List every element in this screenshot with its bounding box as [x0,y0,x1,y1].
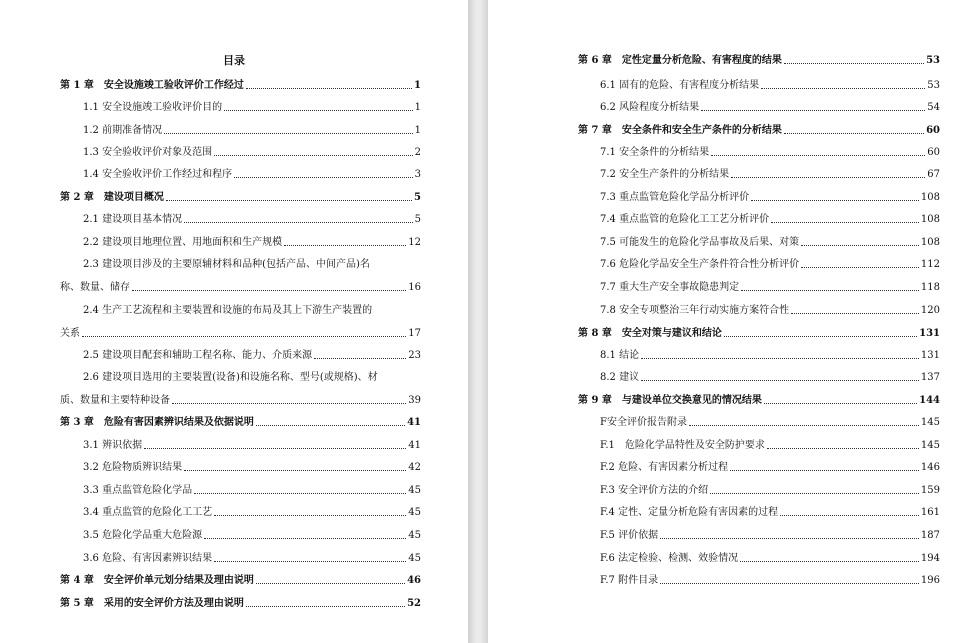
toc-section-entry[interactable] [83,258,421,271]
toc-page-number: 42 [408,462,421,473]
toc-leader-dots [689,425,919,426]
toc-page-number: 16 [408,282,421,293]
toc-entry-text: 7.8 安全专项整治三年行动实施方案符合性 [600,305,790,316]
toc-entry-text: 6.1 固有的危险、有害程度分析结果 [600,80,760,91]
toc-section-entry[interactable] [83,101,421,114]
toc-section-entry[interactable] [83,168,421,181]
toc-leader-dots [194,493,406,494]
toc-section-entry[interactable] [600,191,940,204]
toc-chapter-entry[interactable] [578,124,940,137]
toc-leader-dots [780,515,919,516]
toc-entry-text: 1.4 安全验收评价工作经过和程序 [83,169,233,180]
toc-leader-dots [801,267,919,268]
toc-entry-text: 7.1 安全条件的分析结果 [600,147,710,158]
toc-entry-text: F安全评价报告附录 [600,417,687,428]
toc-page-number: 118 [920,282,940,293]
toc-section-entry[interactable] [600,258,940,271]
toc-leader-dots [764,403,917,404]
toc-page-number: 108 [920,237,940,248]
toc-page-number: 23 [408,350,421,361]
toc-leader-dots [740,561,919,562]
toc-page-number: 67 [927,169,940,180]
toc-page-number: 5 [414,192,421,203]
toc-leader-dots [660,538,919,539]
toc-page-number: 45 [408,530,421,541]
toc-leader-dots [246,606,405,607]
toc-section-entry[interactable] [600,236,940,249]
toc-section-entry[interactable] [83,236,421,249]
toc-leader-dots [801,245,919,246]
toc-page-number: 131 [920,350,940,361]
toc-entry-text: 1.2 前期准备情况 [83,125,163,136]
toc-entry-text: 第 9 章 与建设单位交换意见的情况结果 [578,395,762,406]
toc-section-entry[interactable] [83,529,421,542]
toc-section-entry[interactable] [83,484,421,497]
toc-section-entry[interactable] [600,146,940,159]
toc-section-entry[interactable] [600,304,940,317]
toc-entry-text: 7.5 可能发生的危险化学品事故及后果、对策 [600,237,800,248]
toc-page-number: 45 [408,485,421,496]
toc-section-entry[interactable] [600,371,940,384]
toc-title: 目录 [223,54,245,67]
toc-leader-dots [731,177,925,178]
toc-entry-text: F.7 附件目录 [600,575,659,586]
toc-leader-dots [767,448,919,449]
toc-section-entry[interactable] [83,552,421,565]
toc-leader-dots [771,222,919,223]
toc-entry-text: 8.1 结论 [600,350,640,361]
toc-page-number: 45 [408,553,421,564]
toc-page-number: 41 [407,417,421,428]
toc-page-number: 131 [919,328,940,339]
toc-page-number: 159 [920,485,940,496]
toc-section-entry[interactable] [600,213,940,226]
toc-leader-dots [784,63,924,64]
toc-chapter-entry[interactable] [578,327,940,340]
toc-section-entry[interactable] [600,101,940,114]
toc-section-entry[interactable] [600,574,940,587]
left-page [0,0,468,643]
toc-leader-dots [284,245,406,246]
toc-leader-dots [641,380,919,381]
toc-entry-text: 第 6 章 定性定量分析危险、有害程度的结果 [578,55,782,66]
toc-section-entry[interactable] [83,146,421,159]
toc-page-number: 41 [408,440,421,451]
toc-leader-dots [711,155,925,156]
toc-section-entry[interactable] [600,79,940,92]
toc-page-number: 53 [926,55,940,66]
toc-entry-text: 7.2 安全生产条件的分析结果 [600,169,730,180]
toc-page-number: 12 [408,237,421,248]
toc-chapter-entry[interactable] [60,416,421,429]
toc-leader-dots [204,538,406,539]
toc-leader-dots [791,313,919,314]
toc-page-number: 45 [408,507,421,518]
toc-entry-text: 3.6 危险、有害因素辨识结果 [83,553,213,564]
toc-entry-text: 第 7 章 安全条件和安全生产条件的分析结果 [578,125,782,136]
toc-page-number: 39 [408,395,421,406]
toc-entry-text: 2.5 建设项目配套和辅助工程名称、能力、介质来源 [83,350,313,361]
toc-leader-dots [741,290,919,291]
toc-page-number: 112 [920,259,940,270]
toc-page-number: 5 [414,214,421,225]
toc-entry-text: 第 1 章 安全设施竣工验收评价工作经过 [60,80,244,91]
toc-section-entry[interactable] [600,529,940,542]
toc-page-number: 144 [919,395,940,406]
toc-entry-text: 1.3 安全验收评价对象及范围 [83,147,213,158]
toc-entry-text: F.4 定性、定量分析危险有害因素的过程 [600,507,779,518]
toc-leader-dots [172,403,406,404]
toc-chapter-entry[interactable] [60,597,421,610]
toc-section-entry[interactable] [83,461,421,474]
toc-page-number: 108 [920,214,940,225]
toc-leader-dots [701,110,925,111]
toc-entry-text: 7.6 危险化学品安全生产条件符合性分析评价 [600,259,800,270]
toc-entry-text: 7.4 重点监管的危险化工工艺分析评价 [600,214,770,225]
toc-entry-text: 第 2 章 建设项目概况 [60,192,164,203]
toc-entry-text: 2.3 建设项目涉及的主要原辅材料和品种(包括产品、中间产品)名 [83,259,370,270]
toc-entry-text: 关系 [60,328,80,339]
toc-leader-dots [234,177,413,178]
toc-page-number: 194 [920,553,940,564]
toc-leader-dots [751,200,919,201]
toc-section-entry[interactable] [600,461,940,474]
toc-leader-dots [761,88,925,89]
toc-leader-dots [784,133,924,134]
toc-entry-text: 2.4 生产工艺流程和主要装置和设施的布局及其上下游生产装置的 [83,305,373,316]
toc-leader-dots [724,336,917,337]
toc-section-entry[interactable] [600,484,940,497]
toc-entry-continuation[interactable] [60,327,421,340]
toc-leader-dots [132,290,406,291]
toc-leader-dots [82,336,406,337]
toc-entry-text: 称、数量、储存 [60,282,130,293]
toc-page-number: 53 [927,80,940,91]
toc-section-entry[interactable] [600,416,940,429]
toc-section-entry[interactable] [83,506,421,519]
toc-leader-dots [314,358,406,359]
toc-page-number: 1 [414,125,421,136]
toc-page-number: 60 [927,147,940,158]
toc-section-entry[interactable] [83,213,421,226]
toc-section-entry[interactable] [83,304,421,317]
toc-leader-dots [730,470,919,471]
toc-page-number: 2 [414,147,421,158]
toc-page-number: 196 [920,575,940,586]
toc-entry-text: 3.4 重点监管的危险化工工艺 [83,507,213,518]
toc-section-entry[interactable] [83,371,421,384]
toc-entry-continuation[interactable] [60,394,421,407]
toc-entry-text: 质、数量和主要特种设备 [60,395,170,406]
toc-leader-dots [660,583,919,584]
toc-leader-dots [214,561,406,562]
toc-page-number: 137 [920,372,940,383]
toc-entry-text: 第 4 章 安全评价单元划分结果及理由说明 [60,575,254,586]
toc-page-number: 187 [920,530,940,541]
toc-entry-text: F.2 危险、有害因素分析过程 [600,462,729,473]
toc-leader-dots [256,425,405,426]
toc-page-number: 145 [920,440,940,451]
toc-entry-text: 8.2 建议 [600,372,640,383]
toc-entry-text: 6.2 风险程度分析结果 [600,102,700,113]
toc-entry-text: 2.1 建设项目基本情况 [83,214,183,225]
toc-leader-dots [214,155,413,156]
toc-leader-dots [164,133,413,134]
toc-page-number: 1 [414,80,421,91]
toc-chapter-entry[interactable] [578,394,940,407]
toc-chapter-entry[interactable] [578,54,940,67]
toc-section-entry[interactable] [83,349,421,362]
toc-page-number: 108 [920,192,940,203]
toc-page-number: 161 [920,507,940,518]
toc-entry-text: F.5 评价依据 [600,530,659,541]
toc-page-number: 17 [408,328,421,339]
toc-entry-text: F.3 安全评价方法的介绍 [600,485,709,496]
toc-section-entry[interactable] [600,349,940,362]
toc-chapter-entry[interactable] [60,574,421,587]
toc-entry-text: 第 5 章 采用的安全评价方法及理由说明 [60,598,244,609]
toc-page-number: 145 [920,417,940,428]
page-gutter [468,0,488,643]
toc-entry-text: 2.2 建设项目地理位置、用地面积和生产规模 [83,237,283,248]
toc-leader-dots [641,358,919,359]
toc-section-entry[interactable] [83,124,421,137]
toc-section-entry[interactable] [600,506,940,519]
toc-leader-dots [166,200,412,201]
toc-page-number: 60 [926,125,940,136]
toc-leader-dots [184,470,406,471]
toc-entry-text: 第 8 章 安全对策与建议和结论 [578,328,722,339]
toc-section-entry[interactable] [600,552,940,565]
toc-page-number: 1 [414,102,421,113]
toc-entry-text: 7.7 重大生产安全事故隐患判定 [600,282,740,293]
toc-page-number: 46 [407,575,421,586]
right-page [488,0,957,643]
toc-section-entry[interactable] [600,168,940,181]
toc-page-number: 54 [927,102,940,113]
toc-entry-text: 3.1 辨识依据 [83,440,143,451]
toc-entry-text: 第 3 章 危险有害因素辨识结果及依据说明 [60,417,254,428]
toc-entry-text: 3.3 重点监管危险化学品 [83,485,193,496]
toc-entry-text: F.6 法定检验、检测、效验情况 [600,553,739,564]
toc-leader-dots [224,110,413,111]
toc-entry-continuation[interactable] [60,281,421,294]
toc-page-number: 3 [414,169,421,180]
toc-entry-text: 7.3 重点监管危险化学品分析评价 [600,192,750,203]
toc-leader-dots [246,88,412,89]
toc-entry-text: 2.6 建设项目选用的主要装置(设备)和设施名称、型号(或规格)、材 [83,372,378,383]
toc-section-entry[interactable] [600,439,940,452]
toc-leader-dots [256,583,405,584]
toc-page-number: 146 [920,462,940,473]
toc-leader-dots [184,222,413,223]
toc-entry-text: F.1 危险化学品特性及安全防护要求 [600,440,765,451]
toc-entry-text: 1.1 安全设施竣工验收评价目的 [83,102,223,113]
toc-section-entry[interactable] [600,281,940,294]
toc-entry-text: 3.2 危险物质辨识结果 [83,462,183,473]
toc-chapter-entry[interactable] [60,79,421,92]
toc-leader-dots [214,515,406,516]
toc-leader-dots [144,448,406,449]
toc-entry-text: 3.5 危险化学品重大危险源 [83,530,203,541]
toc-chapter-entry[interactable] [60,191,421,204]
toc-page-number: 52 [407,598,421,609]
toc-section-entry[interactable] [83,439,421,452]
toc-leader-dots [710,493,919,494]
toc-page-number: 120 [920,305,940,316]
